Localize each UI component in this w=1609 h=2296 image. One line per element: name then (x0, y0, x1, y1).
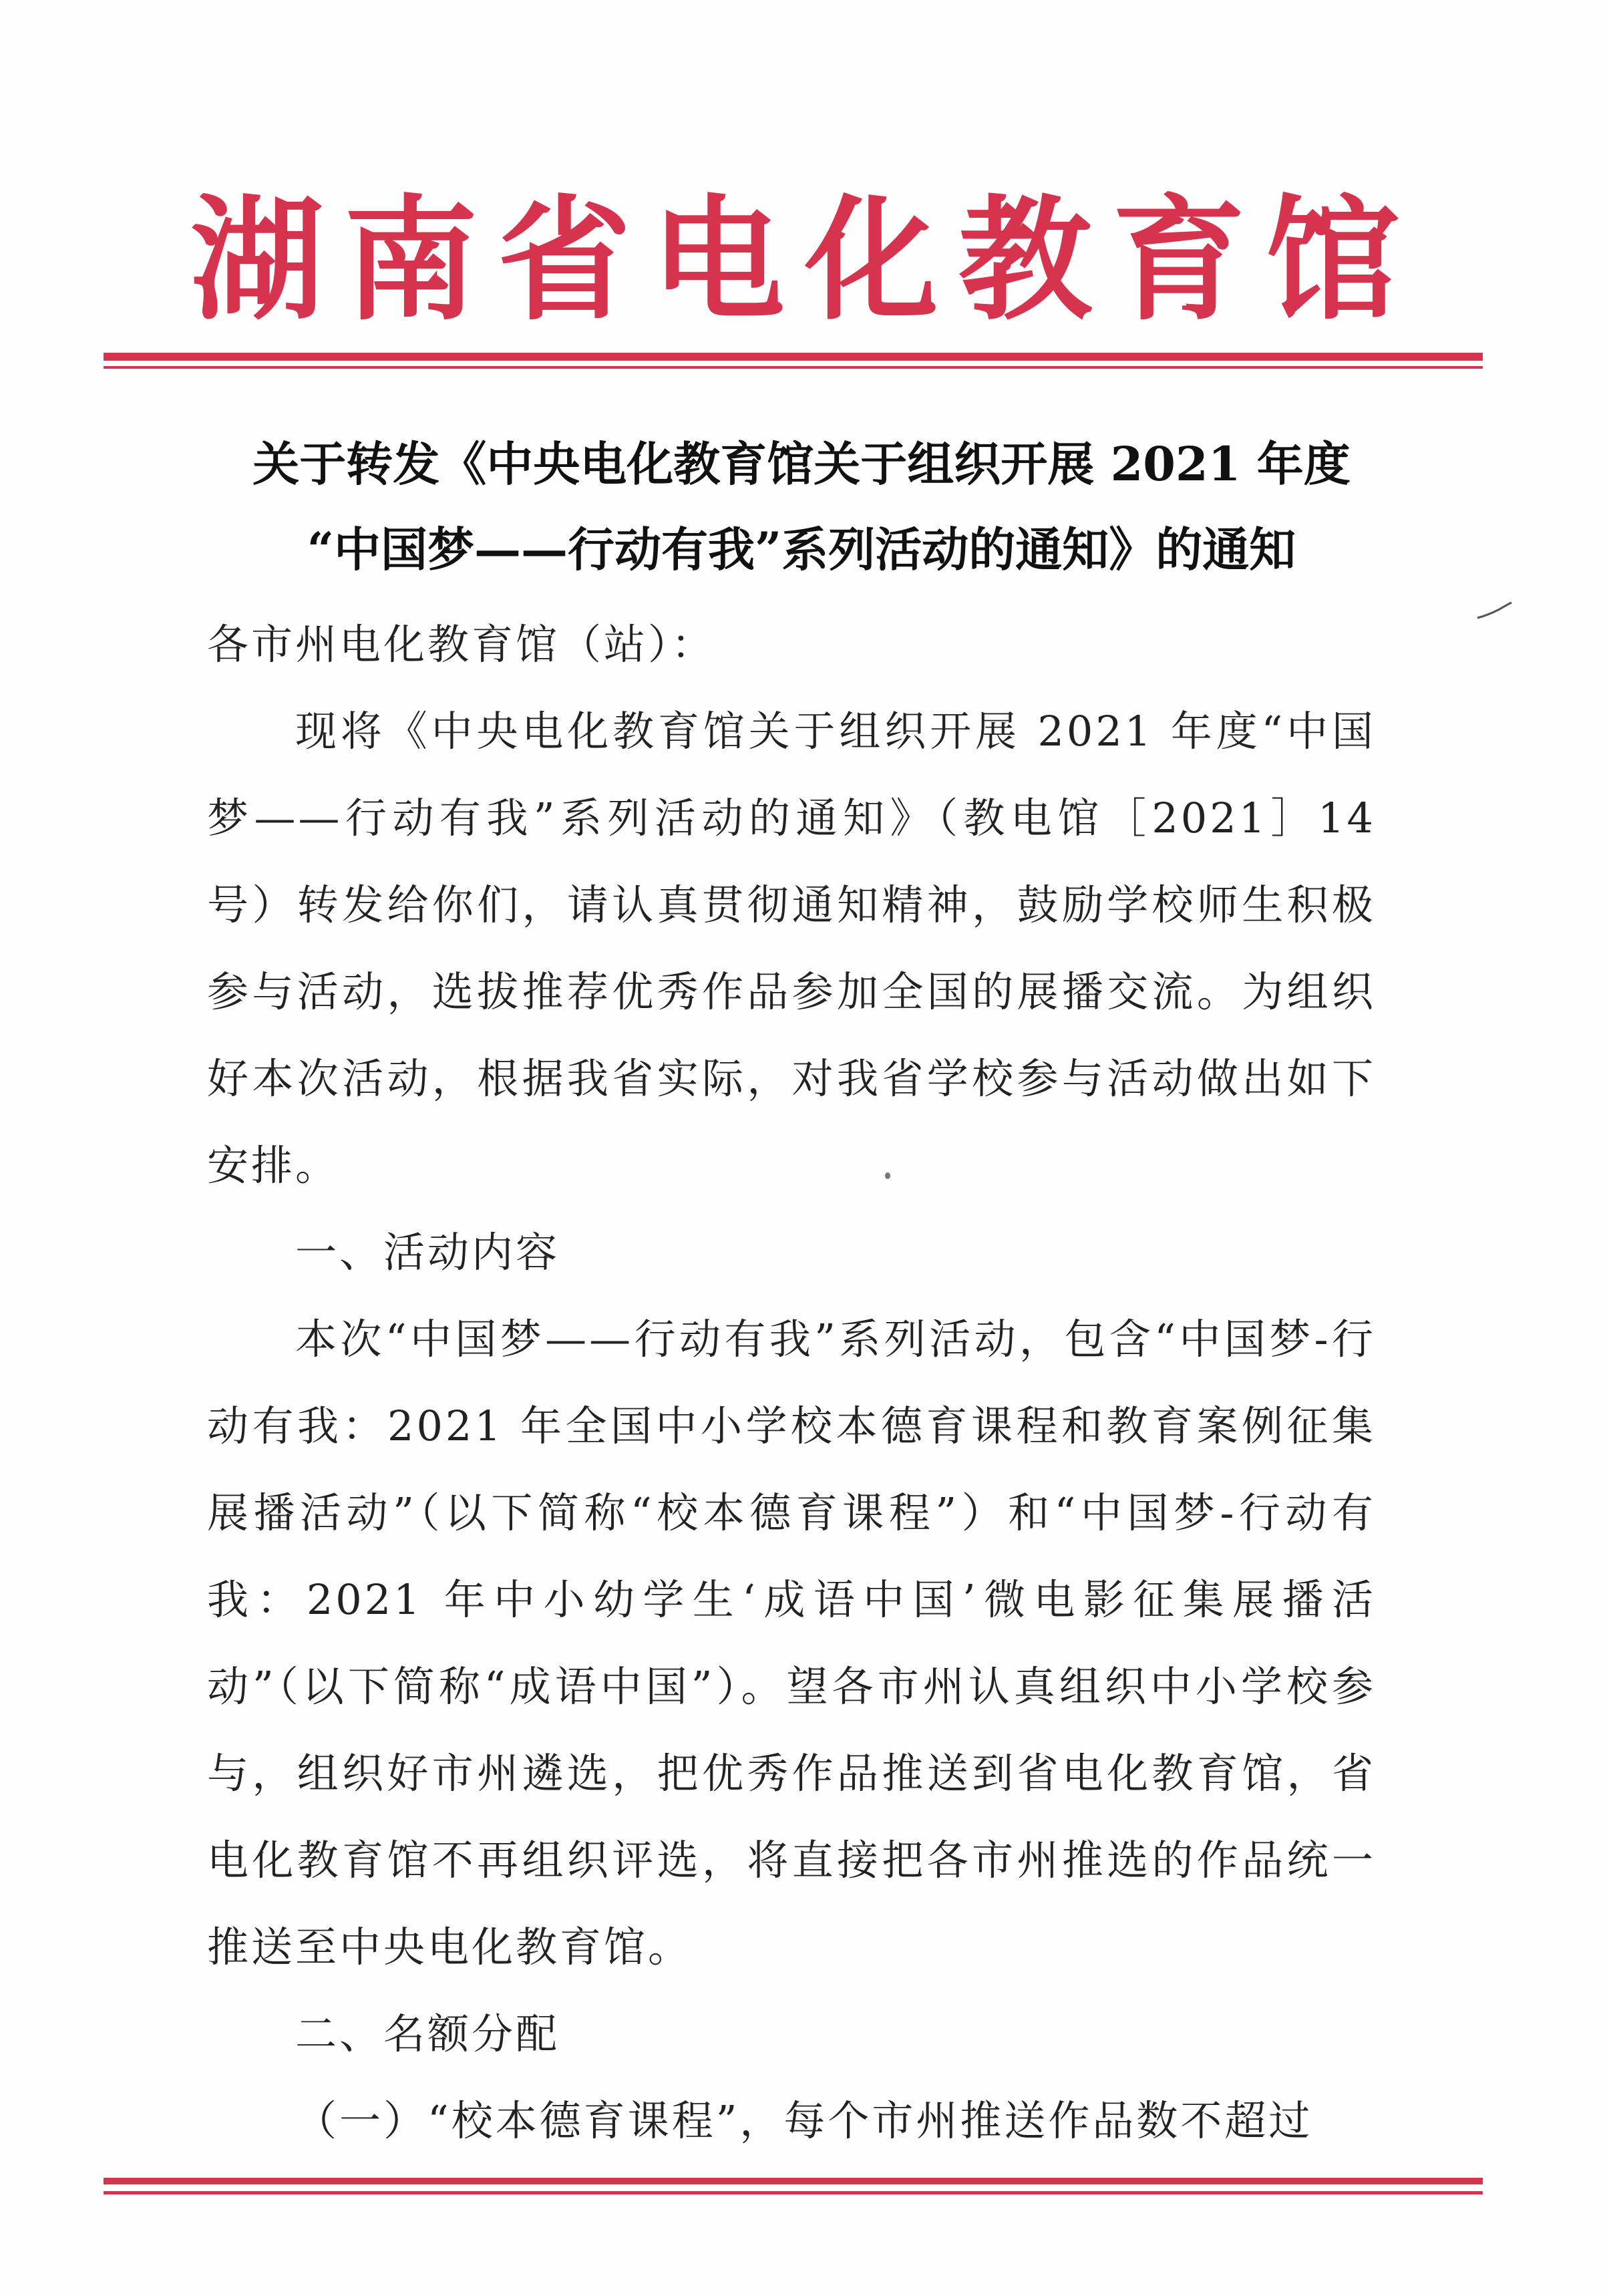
body-paragraph-2: 本次“中国梦——行动有我”系列活动，包含“中国梦-行动有我：2021 年全国中小学校本德育课程和教育案例征集展播活动”（以下简称“校本德育课程”）和“中国梦-行动有我：2021 年中小幼学生‘成语中国’微电影征集展播活动”（以下简称“成语中国”）。望各市州认真组织中小学校参与，组织好市州遴选，把优秀作品推送到省电化教育馆，省电化教育馆不再组织评选，将直接把各市州推选的作品统一推送至中央电化教育馆。 (207, 1315, 1376, 1971)
body-paragraph-3: （一）“校本德育课程”，每个市州推送作品数不超过 (295, 2096, 1313, 2145)
section-heading-2: 二、名额分配 (295, 2009, 560, 2058)
pen-mark-icon (1476, 601, 1513, 621)
masthead-org-name: 湖南省电化教育馆 (190, 182, 1419, 339)
masthead-rule-thin (104, 366, 1483, 369)
scan-speck (885, 1172, 890, 1179)
document-body (207, 688, 1376, 2164)
body-paragraph-1: 现将《中央电化教育馆关于组织开展 2021 年度“中国梦——行动有我”系列活动的通知》（教电馆［2021］14 号）转发给你们，请认真贯彻通知精神，鼓励学校师生积极参与活动，选拔推荐优秀作品参加全国的展播交流。为组织好本次活动，根据我省实际，对我省学校参与活动做出如下安排。 (207, 707, 1376, 1190)
document-title-line-2: “中国梦——行动有我”系列活动的通知》的通知 (307, 522, 1296, 577)
document-title-line-1: 关于转发《中央电化教育馆关于组织开展 2021 年度 (252, 436, 1351, 492)
salutation: 各市州电化教育馆（站）： (207, 620, 716, 669)
masthead-rule-thick (104, 353, 1483, 361)
footer-rule-thin (104, 2191, 1483, 2194)
footer-rule-thick (104, 2178, 1483, 2184)
section-heading-1: 一、活动内容 (295, 1228, 560, 1277)
